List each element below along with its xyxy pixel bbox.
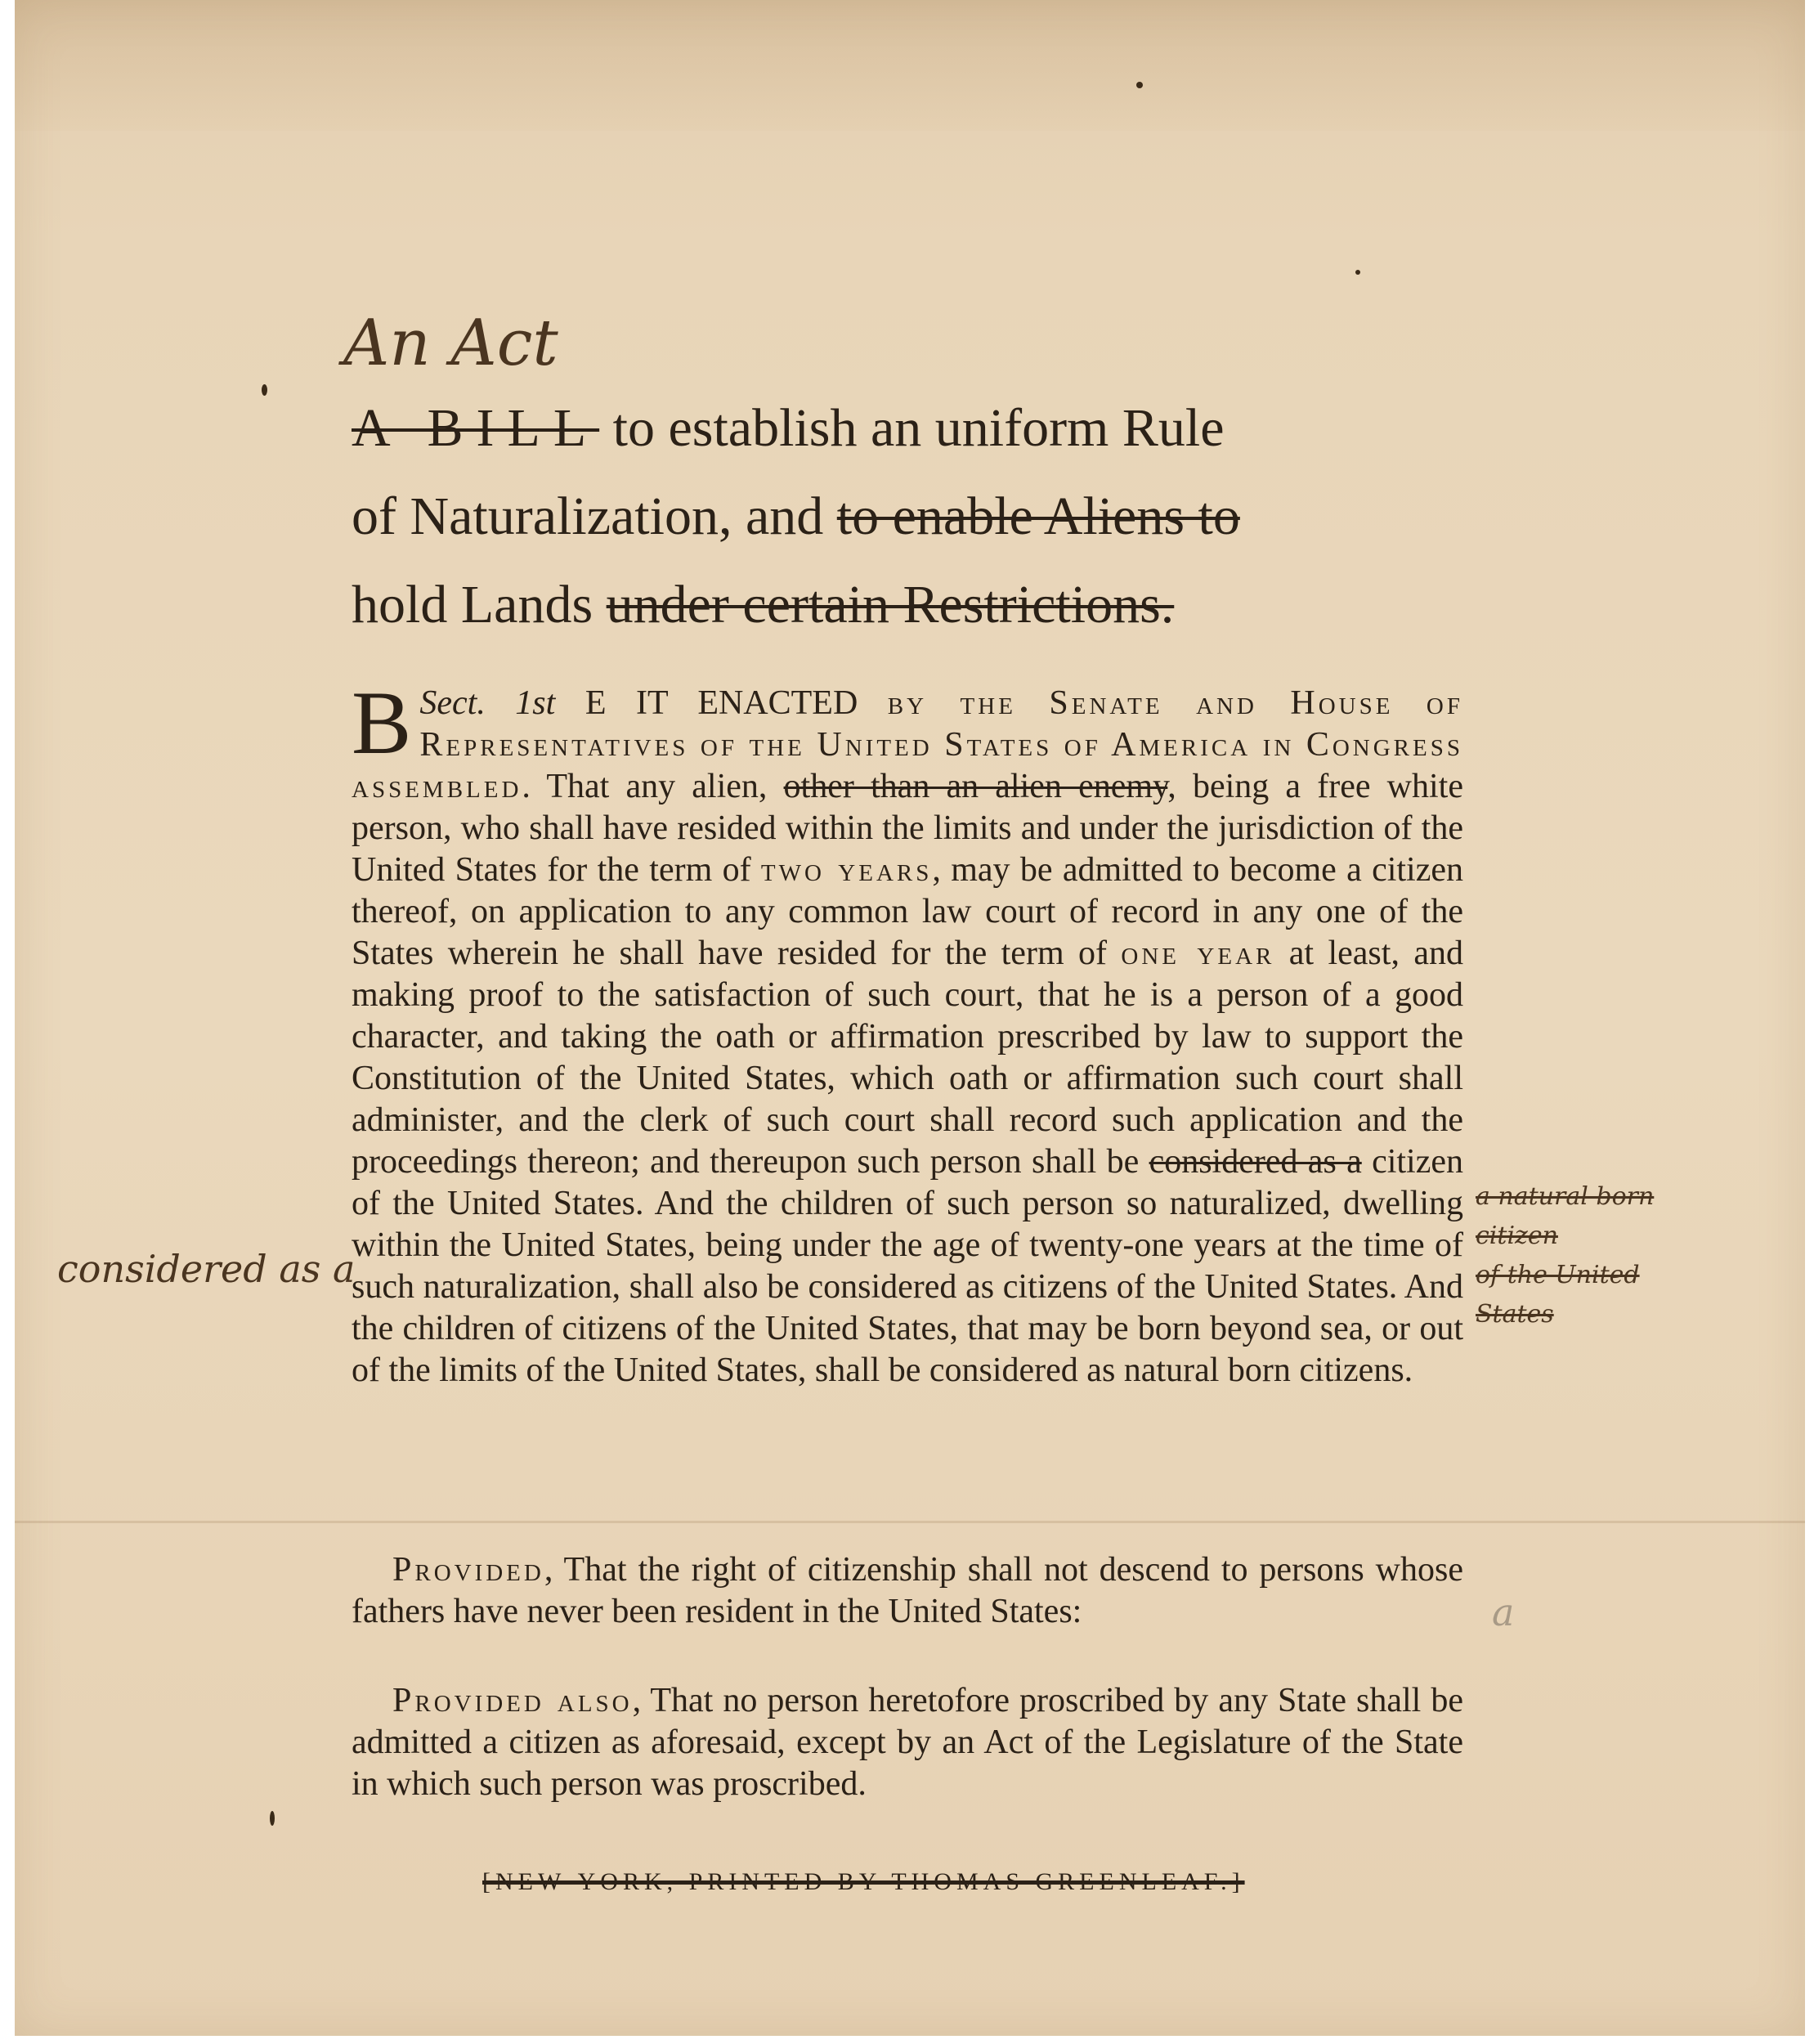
ink-speck <box>1136 82 1143 88</box>
dropcap-b: B <box>352 673 412 773</box>
printer-imprint: [NEW-YORK, PRINTED BY THOMAS GREENLEAF.] <box>482 1868 1245 1895</box>
top-fold-band <box>15 0 1805 131</box>
title-line3-start: hold Lands <box>352 575 607 634</box>
section-text-2: , being a free white person, who shall have resided within the limits and under the jurisdiction of the United States for the term of <box>352 768 1463 889</box>
ink-speck <box>262 384 267 396</box>
title-line2-struck: to enable Aliens to <box>836 486 1240 546</box>
section-text-5: citizen of the United States. And the children of such person so naturalized, dwelling within the United States, being under the age of twenty-one years at the time of such naturalization, shall also be considered as citizens of the United States. And the children of citizens of the United States, that may be born beyond sea, or out of the limits of the United States, shall be considered as natural born citizens. <box>352 1143 1463 1389</box>
one-year: one year <box>1121 935 1275 972</box>
handwritten-margin-a: a <box>1492 1590 1515 1634</box>
section-text-1: . That any alien, <box>522 768 784 805</box>
section-label: Sect. 1st <box>419 684 556 722</box>
margin-line: citizen <box>1476 1221 1558 1250</box>
enacting-caps: E IT ENACTED <box>585 684 858 722</box>
fold-crease <box>15 1521 1805 1523</box>
section-one <box>352 673 1464 1392</box>
proviso-one <box>352 1549 1463 1633</box>
handwritten-an-act: An Act <box>343 307 558 380</box>
proviso-one-lead: Provided <box>392 1551 544 1589</box>
section-text-4: at least, and making proof to the satisfaction of such court, that he is a person of a good character, and taking the oath or affirmation prescribed by law to support the Constitution of the United States, which oath or affirmation such court shall administer, and the clerk of such court shall record such application and the proceedings thereon; and thereupon such person shall be <box>352 935 1463 1181</box>
proviso-one-text: , That the right of citizenship shall not descend to persons whose fathers have never been resident in the United States: <box>352 1551 1463 1630</box>
two-years: two years <box>760 851 933 889</box>
proviso-two <box>352 1680 1463 1805</box>
handwritten-left-margin: considered as a <box>57 1247 356 1291</box>
margin-line: States <box>1476 1300 1554 1329</box>
struck-alien-enemy: other than an alien enemy <box>783 768 1168 805</box>
enacting-clause: by the Senate and House of Representatives of the United States of America in Congress assembled <box>352 684 1463 805</box>
title-line3-struck: under certain Restrictions. <box>606 575 1175 634</box>
proviso-two-text: , That no person heretofore proscribed by any State shall be admitted a citizen as aforesaid, except by an Act of the Legislature of the State in which such person was proscribed. <box>352 1682 1463 1803</box>
proviso-two-lead: Provided also <box>392 1682 633 1719</box>
section-text-3: , may be admitted to become a citizen thereof, on application to any common law court of record in any one of the States wherein he shall have resided for the term of <box>352 851 1464 972</box>
title-struck-bill: A BILL <box>352 398 600 458</box>
margin-line: of the United <box>1476 1261 1640 1289</box>
title-line1: to establish an uniform Rule <box>612 398 1225 458</box>
title-line2-start: of Naturalization, and <box>352 486 837 546</box>
margin-line: a natural born <box>1476 1182 1655 1211</box>
handwritten-right-margin <box>1476 1177 1754 1334</box>
ink-speck <box>1355 270 1360 275</box>
ink-speck <box>270 1811 275 1826</box>
bill-title <box>352 384 1471 649</box>
struck-considered: considered as a <box>1149 1143 1362 1181</box>
